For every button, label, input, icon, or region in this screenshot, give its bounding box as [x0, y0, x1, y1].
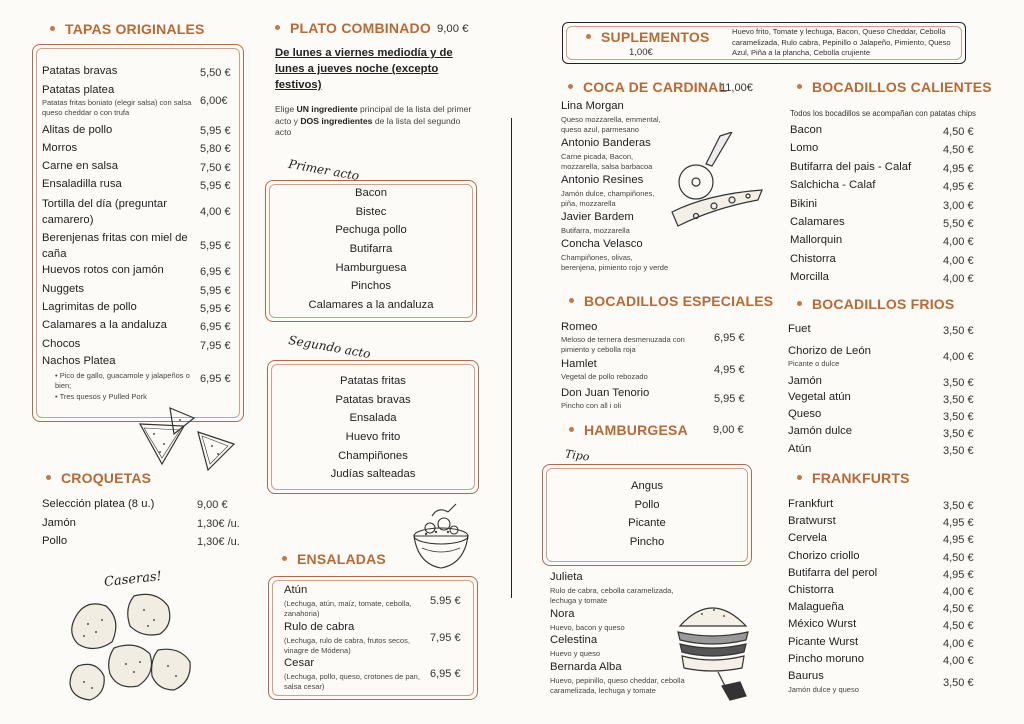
suplementos-title: SUPLEMENTOS: [586, 29, 710, 45]
frio-price: 3,50 €: [943, 325, 974, 337]
tapas-item-desc: Patatas fritas boniato (elegir salsa) con salsa queso cheddar o con trufa: [42, 98, 192, 117]
tapas-item-price: 5,95 €: [200, 303, 231, 315]
column-divider: [511, 118, 512, 598]
frio-price: 4,00 €: [943, 351, 974, 363]
tipo-item: Pincho: [629, 536, 665, 549]
tapas-item-price: 6,95 €: [200, 321, 231, 333]
burger-name: Nora: [550, 608, 575, 620]
frankfurt-price: 4,00 €: [943, 586, 974, 598]
tapas-item-price: 5,50 €: [200, 67, 231, 79]
tapas-item-name: Patatas bravas: [42, 65, 118, 77]
tapas-item-price: 5,95 €: [200, 180, 231, 192]
croquetas-title: CROQUETAS: [46, 470, 151, 486]
burger-desc: Huevo, bacon y queso: [550, 623, 625, 632]
segundo-acto-item: Ensalada: [349, 412, 397, 425]
tapas-item-price: 7,50 €: [200, 162, 231, 174]
burger-desc: Huevo, pepinillo, queso cheddar, cebolla caramelizada, lechuga y tomate: [550, 676, 685, 695]
especial-desc: Pincho con all i oli: [561, 401, 622, 410]
segundo-acto-item: Huevo frito: [345, 431, 401, 444]
tapas-item-name: Huevos rotos con jamón: [42, 264, 164, 276]
ensalada-desc: (Lechuga, pollo, queso, crotones de pan, salsa cesar): [284, 672, 420, 691]
frio-name: Fuet: [788, 323, 811, 335]
caliente-price: 5,50 €: [943, 218, 974, 230]
especial-name: Hamlet: [561, 358, 597, 370]
tapas-item-price: 6,00€: [200, 95, 228, 107]
frio-price: 3,50 €: [943, 394, 974, 406]
coca-item-desc: Jamón dulce, champiñones, piña, mozzarella: [561, 189, 655, 208]
segundo-acto-item: Patatas fritas: [340, 375, 406, 387]
frankfurt-price: 3,50 €: [943, 677, 974, 689]
plato-title: PLATO COMBINADO: [275, 20, 431, 36]
tipo-item: Pollo: [634, 498, 660, 511]
frankfurt-price: 4,00 €: [943, 654, 974, 667]
ensalada-name: Rulo de cabra: [284, 620, 355, 633]
croqueta-name: Selección platea (8 u.): [42, 498, 155, 510]
frio-price: 3,50 €: [943, 377, 974, 389]
caliente-price: 3,00 €: [943, 199, 974, 212]
tapas-item-name: Berenjenas fritas con miel de caña: [42, 232, 188, 260]
frankfurt-price: 4,50 €: [943, 551, 974, 564]
tapas-item-name: Carne en salsa: [42, 160, 118, 172]
tapas-item-price: 6,95 €: [200, 373, 231, 385]
frankfurt-name: México Wurst: [788, 618, 857, 631]
caliente-name: Bikini: [790, 197, 817, 210]
primer-acto-item: Calamares a la andaluza: [308, 299, 434, 312]
caliente-price: 4,50 €: [943, 126, 974, 138]
frankfurt-price: 4,95 €: [943, 534, 974, 547]
croqueta-name: Jamón: [42, 516, 76, 529]
croqueta-price: 1,30€ /u.: [197, 536, 240, 548]
tapas-item-name: Lagrimitas de pollo: [42, 301, 137, 313]
hamburguesa-price: 9,00 €: [713, 424, 744, 436]
pizza-cutter-icon: [662, 132, 772, 232]
tapas-item-name: Patatas platea: [42, 84, 115, 96]
frankfurts-title: FRANKFURTS: [797, 470, 910, 486]
frankfurt-name: Cervela: [788, 532, 827, 545]
frankfurt-name: Butifarra del perol: [788, 566, 878, 579]
caliente-name: Calamares: [790, 216, 845, 228]
frio-name: Chorizo de León: [788, 345, 871, 357]
caliente-price: 4,00 €: [943, 236, 974, 249]
frankfurt-name: Baurus: [788, 670, 824, 682]
tipo-item: Picante: [628, 517, 666, 530]
ensalada-desc: (Lechuga, atún, maíz, tomate, cebolla, zanahoria): [284, 599, 412, 618]
ensalada-price: 6,95 €: [430, 668, 461, 680]
caliente-name: Butifarra del pais - Calaf: [790, 160, 912, 173]
burger-name: Julieta: [550, 571, 583, 583]
ensalada-price: 5.95 €: [430, 595, 461, 607]
coca-item-desc: Carne picada, Bacon, mozzarella, salsa barbacoa: [561, 152, 653, 171]
nachos-option: • Tres quesos y Pulled Pork: [55, 392, 147, 401]
caliente-name: Chistorra: [790, 252, 836, 265]
especial-desc: Vegetal de pollo rebozado: [561, 372, 648, 381]
nachos-option: • Pico de gallo, guacamole y jalapeños o bien;: [55, 371, 190, 390]
tapas-item-name: Nachos Platea: [42, 355, 116, 367]
coca-title: COCA DE CARDINAL: [568, 79, 727, 95]
coca-item-name: Lina Morgan: [561, 100, 624, 112]
croqueta-price: 1,30€ /u.: [197, 517, 240, 530]
tipo-label: Tipo: [564, 447, 591, 464]
ensalada-desc: (Lechuga, rulo de cabra, frutos secos, vinagre de Módena): [284, 635, 410, 655]
calientes-note: Todos los bocadillos se acompañan con patatas chips: [790, 109, 976, 118]
tapas-item-price: 7,95 €: [200, 340, 231, 352]
ensalada-name: Cesar: [284, 657, 315, 669]
coca-item-name: Antonio Banderas: [561, 137, 651, 149]
salad-bowl-icon: [408, 502, 474, 574]
tapas-item-name: Ensaladilla rusa: [42, 178, 122, 190]
frankfurt-price: 4,95 €: [943, 517, 974, 530]
especial-desc: Meloso de ternera desmenuzada con pimiento y cebolla roja: [561, 335, 685, 354]
caliente-price: 4,50 €: [943, 144, 974, 157]
tapas-title: TAPAS ORIGINALES: [50, 21, 205, 37]
tipo-item: Angus: [630, 480, 664, 492]
frankfurt-name: Bratwurst: [788, 515, 836, 528]
especial-price: 5,95 €: [714, 393, 745, 405]
coca-item-name: Concha Velasco: [561, 238, 643, 250]
croquetas-icon: [64, 590, 196, 708]
frio-price: 3,50 €: [943, 411, 974, 423]
tapas-item-price: 6,95 €: [200, 266, 231, 278]
caliente-name: Morcilla: [790, 271, 829, 284]
tapas-item-price: 5,95 €: [200, 240, 231, 252]
especial-name: Don Juan Tenorio: [561, 387, 650, 399]
tapas-item-price: 5,95 €: [200, 125, 231, 137]
caliente-price: 4,95 €: [943, 181, 974, 194]
segundo-acto-item: Patatas bravas: [335, 393, 411, 406]
frio-name: Vegetal atún: [788, 391, 851, 403]
plato-schedule: De lunes a viernes mediodía y de lunes a jueves noche (excepto festivos): [275, 47, 453, 91]
caliente-name: Mallorquin: [790, 234, 843, 247]
frankfurt-desc: Jamón dulce y queso: [788, 685, 859, 694]
frios-title: BOCADILLOS FRIOS: [797, 296, 954, 312]
frankfurt-price: 4,95 €: [943, 568, 974, 581]
burger-name: Celestina: [550, 634, 598, 646]
especiales-title: BOCADILLOS ESPECIALES: [569, 293, 773, 309]
frankfurt-price: 4,50 €: [943, 603, 974, 616]
primer-acto-item: Bistec: [355, 205, 387, 218]
burger-name: Bernarda Alba: [550, 661, 622, 673]
primer-acto-item: Hamburguesa: [335, 261, 407, 274]
ensalada-name: Atún: [284, 584, 308, 596]
especial-price: 6,95 €: [714, 332, 745, 344]
frio-name: Jamón: [788, 375, 822, 387]
tapas-item-name: Nuggets: [42, 283, 85, 295]
primer-acto-list: [268, 184, 474, 315]
caseras-label: Caseras!: [103, 569, 163, 590]
caliente-price: 4,00 €: [943, 273, 974, 286]
tapas-item-price: 5,80 €: [200, 143, 231, 155]
tipo-list: [545, 477, 749, 552]
frio-desc: Picante o dulce: [788, 359, 840, 368]
croqueta-price: 9,00 €: [197, 499, 228, 511]
nachos-icon: [130, 404, 242, 476]
hamburguesa-title: HAMBURGESA: [569, 422, 688, 438]
primer-acto-item: Pinchos: [350, 280, 392, 293]
plato-instructions: Elige UN ingrediente principal de la lista del primer acto y DOS ingredientes de la lista del segundo acto: [275, 104, 472, 137]
frankfurt-name: Malagueña: [788, 601, 844, 614]
frio-name: Jamón dulce: [788, 425, 853, 437]
caliente-name: Bacon: [790, 124, 823, 136]
segundo-acto-list: [270, 372, 476, 484]
tapas-item-name: Alitas de pollo: [42, 124, 113, 136]
coca-item-name: Antonio Resines: [561, 174, 644, 186]
caliente-price: 4,95 €: [943, 162, 974, 175]
coca-item-desc: Queso mozzarella, emmental, queso azul, parmesano: [561, 115, 661, 134]
burger-desc: Rulo de cabra, cebolla caramelizada, lechuga y tomate: [550, 586, 674, 605]
caliente-price: 4,00 €: [943, 254, 974, 267]
coca-item-desc: Butifarra, mozzarella: [561, 226, 630, 235]
frio-name: Queso: [788, 408, 822, 420]
suplementos-price: 1,00€: [629, 47, 653, 58]
ensaladas-title: ENSALADAS: [282, 551, 386, 567]
segundo-acto-item: Judías salteadas: [330, 468, 416, 481]
tapas-item-price: 4,00 €: [200, 206, 231, 218]
primer-acto-item: Bacon: [354, 187, 388, 199]
coca-item-name: Javier Bardem: [561, 211, 634, 223]
caliente-name: Lomo: [790, 142, 819, 155]
frankfurt-price: 4,50 €: [943, 620, 974, 633]
segundo-acto-item: Champiñones: [338, 449, 408, 462]
especial-name: Romeo: [561, 321, 598, 333]
suplementos-text: Huevo frito, Tomate y lechuga, Bacon, Queso Cheddar, Cebolla caramelizada, Rulo cabra, Pepinillo o Jalapeño, Pimiento, Queso Azul, Piña a la plancha, Cebolla crujiente: [732, 27, 951, 57]
frio-price: 3,50 €: [943, 428, 974, 440]
primer-acto-item: Butifarra: [349, 243, 393, 256]
burger-desc: Huevo y queso: [550, 649, 601, 658]
frankfurt-name: Pincho moruno: [788, 652, 864, 665]
especial-price: 4,95 €: [714, 364, 745, 376]
ensalada-price: 7,95 €: [430, 631, 461, 644]
tapas-item-name: Tortilla del día (preguntar camarero): [42, 198, 167, 226]
coca-price: 11,00€: [720, 82, 753, 94]
frankfurt-name: Picante Wurst: [788, 635, 859, 648]
frio-price: 3,50 €: [943, 445, 974, 457]
frankfurt-price: 4,00 €: [943, 637, 974, 650]
tapas-item-name: Chocos: [42, 338, 81, 350]
frankfurt-name: Chorizo criollo: [788, 549, 860, 562]
tapas-item-name: Morros: [42, 142, 78, 154]
coca-item-desc: Champiñones, olivas, berenjena, pimiento rojo y verde: [561, 253, 669, 272]
segundo-acto-label: Segundo acto: [287, 332, 372, 362]
frankfurt-price: 3,50 €: [943, 500, 974, 512]
tapas-item-price: 5,95 €: [200, 285, 231, 297]
caliente-name: Salchicha - Calaf: [790, 179, 876, 192]
frankfurt-name: Frankfurt: [788, 498, 834, 510]
croqueta-name: Pollo: [42, 535, 68, 547]
primer-acto-item: Pechuga pollo: [335, 224, 407, 237]
frio-name: Atún: [788, 443, 812, 455]
calientes-title: BOCADILLOS CALIENTES: [797, 79, 992, 95]
plato-price: 9,00 €: [437, 23, 469, 35]
tapas-item-name: Calamares a la andaluza: [42, 319, 167, 331]
primer-acto-label: Primer acto: [287, 156, 361, 184]
frankfurt-name: Chistorra: [788, 584, 834, 596]
